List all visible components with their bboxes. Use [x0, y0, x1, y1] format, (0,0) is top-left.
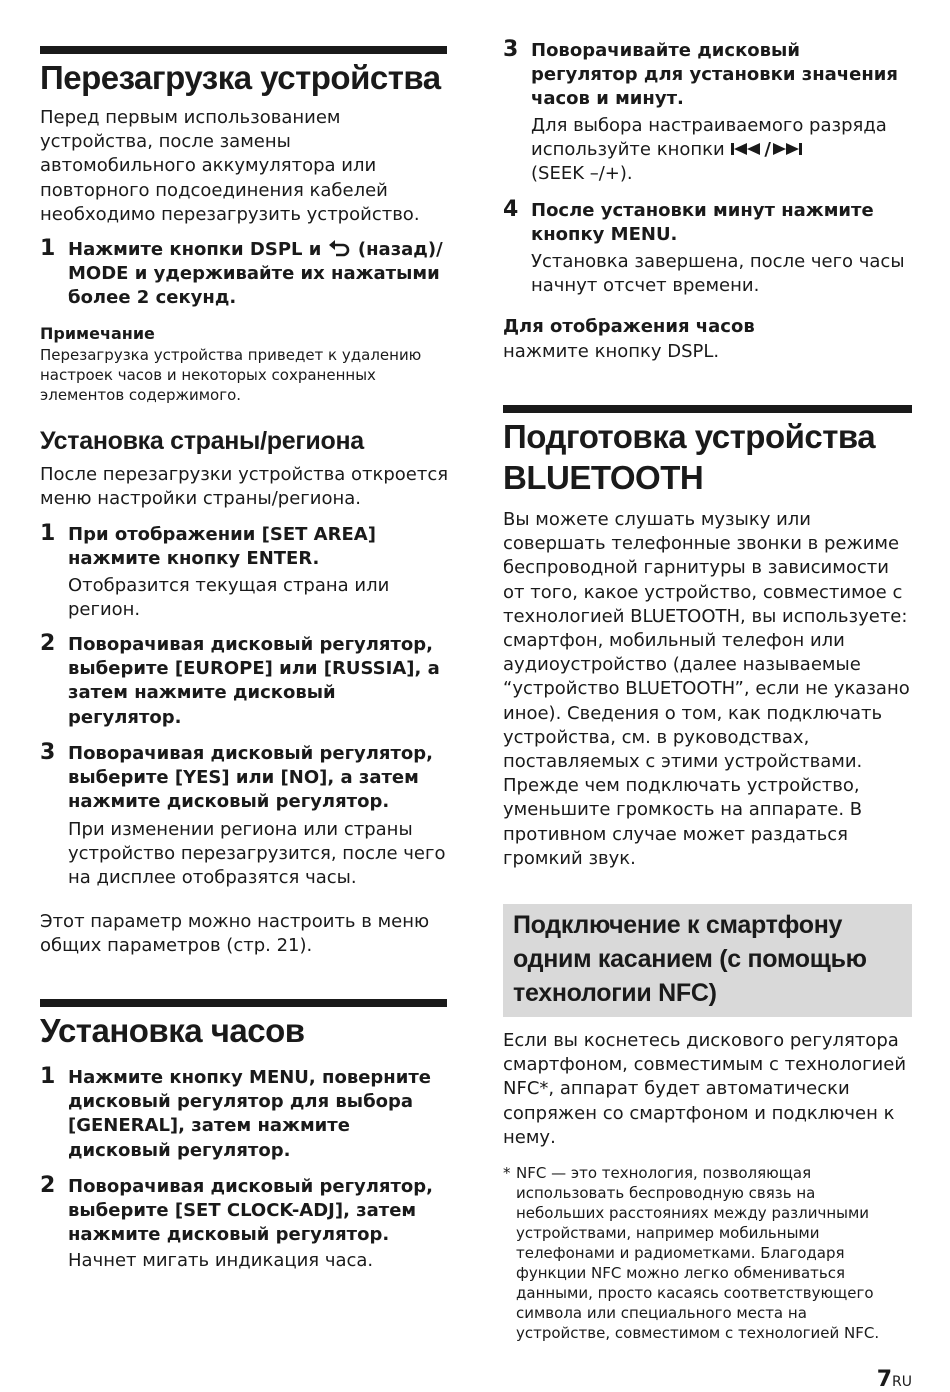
step-number: 3: [40, 740, 56, 765]
area-section-title: Установка страны/региона: [40, 427, 364, 455]
area-intro: После перезагрузки устройства откроется меню настройки страны/региона.: [40, 464, 449, 510]
step-title: Поворачивая дисковый регулятор, выберите [EUROPE] или [RUSSIA], а затем нажмите дисковый регулятор.: [68, 634, 440, 728]
step-title: После установки минут нажмите кнопку MENU.: [531, 200, 874, 246]
step-title: При отображении [SET AREA] нажмите кнопку ENTER.: [68, 524, 376, 570]
section-rule: [40, 999, 447, 1007]
area-outro: Этот параметр можно настроить в меню общих параметров (стр. 21).: [40, 911, 430, 957]
section-rule: [503, 405, 912, 413]
display-clock-text: нажмите кнопку DSPL.: [503, 341, 720, 362]
step-number: 2: [40, 1173, 56, 1198]
step-title: Нажмите кнопки DSPL и (назад)/ MODE и удерживайте их нажатыми более 2 секунд.: [68, 239, 443, 309]
step-description: При изменении региона или страны устройство перезагрузится, после чего на дисплее отобразятся часы.: [68, 819, 446, 889]
step-description: Начнет мигать индикация часа.: [68, 1250, 374, 1271]
back-arrow-icon: [328, 238, 352, 262]
note-title: Примечание: [40, 324, 155, 343]
display-clock-title: Для отображения часов: [503, 316, 755, 337]
nfc-section-title: Подключение к смартфону одним касанием (с помощью технологии NFC): [513, 911, 867, 1007]
page-number: 7RU: [876, 1367, 912, 1392]
nfc-text: Если вы коснетесь дискового регулятора смартфоном, совместимым с технологией NFC*, аппарат будет автоматически сопряжен со смартфоном и подключен к нему.: [503, 1030, 907, 1148]
step-description: Установка завершена, после чего часы начнут отсчет времени.: [531, 251, 905, 297]
step-number: 1: [40, 236, 56, 261]
step-number: 2: [40, 631, 56, 656]
bt-text: Вы можете слушать музыку или совершать телефонные звонки в режиме беспроводной гарнитуры в зависимости от того, какое устройство, совместимое с технологией BLUETOOTH, вы используете: смартфон, мобильный телефон или аудиоустройство (далее называемые “устройство BLUETOOTH”, если не указано иное). Сведения о том, как подключать устройства, см. в руководствах, поставляемых с этими устройствами. Прежде чем подключать устройство, уменьшите громкость на аппарате. В противном случае может раздаться громкий звук.: [503, 509, 910, 869]
reset-intro: Перед первым использованием устройства, после замены автомобильного аккумулятора или повторного подсоединения кабелей необходимо перезагрузить устройство.: [40, 107, 420, 225]
step-number: 4: [503, 197, 519, 222]
step-description: Для выбора настраиваемого разряда используйте кнопки / (SEEK –/+).: [531, 115, 887, 185]
nfc-footnote: NFC — это технология, позволяющая использовать беспроводную связь на небольших расстояниях между различными устройствами, например мобильными телефонами и радиометками. Благодаря функции NFC можно легко обмениваться данными, просто касаясь соответствующего символа или специального места на устройстве, совместимом с технологией NFC.: [516, 1164, 880, 1342]
reset-section-title: Перезагрузка устройства: [40, 59, 441, 96]
note-text: Перезагрузка устройства приведет к удалению настроек часов и некоторых сохраненных элементов содержимого.: [40, 346, 422, 404]
step-title: Нажмите кнопку MENU, поверните дисковый регулятор для выбора [GENERAL], затем нажмите дисковый регулятор.: [68, 1067, 431, 1161]
step-description: Отобразится текущая страна или регион.: [68, 575, 390, 621]
step-title: Поворачивайте дисковый регулятор для установки значения часов и минут.: [531, 40, 898, 110]
section-rule: [40, 46, 447, 54]
step-number: 1: [40, 1064, 56, 1089]
skip-next-icon: [771, 138, 805, 162]
bt-section-title: Подготовка устройства BLUETOOTH: [503, 418, 876, 496]
clock-section-title: Установка часов: [40, 1012, 305, 1049]
skip-previous-icon: [730, 138, 764, 162]
step-number: 1: [40, 521, 56, 546]
step-title: Поворачивая дисковый регулятор, выберите [SET CLOCK-ADJ], затем нажмите дисковый регулятор.: [68, 1176, 433, 1246]
step-number: 3: [503, 37, 519, 62]
footnote-mark: *: [503, 1164, 511, 1182]
nfc-heading-box: [503, 904, 912, 1017]
step-title: Поворачивая дисковый регулятор, выберите [YES] или [NO], а затем нажмите дисковый регулятор.: [68, 743, 433, 813]
